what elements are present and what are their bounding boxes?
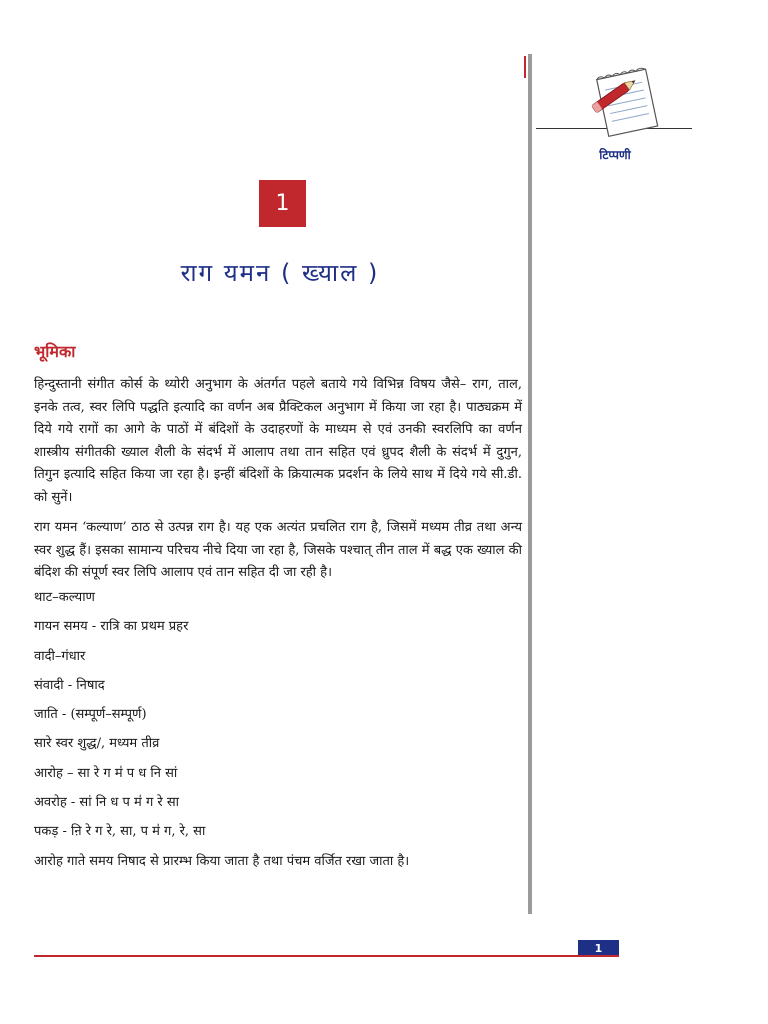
- raga-facts-list: [34, 588, 522, 881]
- footer-rule: [34, 955, 619, 957]
- margin-red-tick: [524, 56, 526, 78]
- margin-divider-rule: [528, 54, 532, 914]
- fact-singing-time: गायन समय - रात्रि का प्रथम प्रहर: [34, 619, 189, 635]
- fact-swar: सारे स्वर शुद्ध/, मध्यम तीव्र: [34, 736, 160, 752]
- pencil-notepad-icon: [586, 66, 662, 140]
- fact-pakad: पकड़ - ऩि रे ग रे, सा, प म॑ ग, रे, सा: [34, 824, 206, 840]
- chapter-title: राग यमन ( ख्याल ): [180, 259, 380, 287]
- raga-description-paragraph: राग यमन ‘कल्याण’ ठाठ से उत्पन्न राग है। यह एक अत्यंत प्रचलित राग है, जिसमें मध्यम तीव्र तथा अन्य स्वर शुद्ध हैं। इसका सामान्य परिचय नीचे दिया जा रहा है, जिसके पश्चात् तीन ताल में बद्ध एक ख्याल की बंदिश की संपूर्ण स्वर लिपि आलाप एवं तान सहित दी जा रही है।: [34, 520, 522, 580]
- chapter-number-badge: 1: [259, 180, 306, 227]
- section-heading: भूमिका: [34, 342, 76, 361]
- fact-avroh: अवरोह - सां नि ध प म॑ ग रे सा: [34, 795, 180, 811]
- fact-jati: जाति - (सम्पूर्ण–सम्पूर्ण): [34, 707, 147, 723]
- fact-vadi: वादी–गंधार: [34, 648, 86, 664]
- fact-note: आरोह गाते समय निषाद से प्रारम्भ किया जाता है तथा पंचम वर्जित रखा जाता है।: [34, 853, 410, 869]
- intro-paragraph: हिन्दुस्तानी संगीत कोर्स के थ्योरी अनुभाग के अंतर्गत पहले बताये गये विभिन्न विषय जैसे– राग, ताल, इनके तत्व, स्वर लिपि पद्धति इत्यादि का वर्णन अब प्रैक्टिकल अनुभाग में किया जा रहा है। पाठ्यक्रम में दिये गये रागों का आगे के पाठों में बंदिशों के उदाहरणों के माध्यम से एवं उनकी स्वरलिपि का वर्णन शास्त्रीय संगीतकी ख्याल शैली के संदर्भ में आलाप तथा तान सहित एवं ध्रुपद शैली के संदर्भ में दुगुन, तिगुन इत्यादि सहित किया जा रहा है। इन्हीं बंदिशों के क्रियात्मक प्रदर्शन के लिये साथ में दिये गये सी.डी. को सुनें।: [34, 377, 522, 505]
- fact-aaroh: आरोह – सा रे ग म॑ प ध नि सां: [34, 765, 178, 781]
- fact-thaat: थाट–कल्याण: [34, 590, 95, 605]
- page-number-badge: 1: [578, 940, 619, 957]
- sidebar-note-label: टिप्पणी: [599, 148, 631, 162]
- fact-samvadi: संवादी - निषाद: [34, 677, 105, 693]
